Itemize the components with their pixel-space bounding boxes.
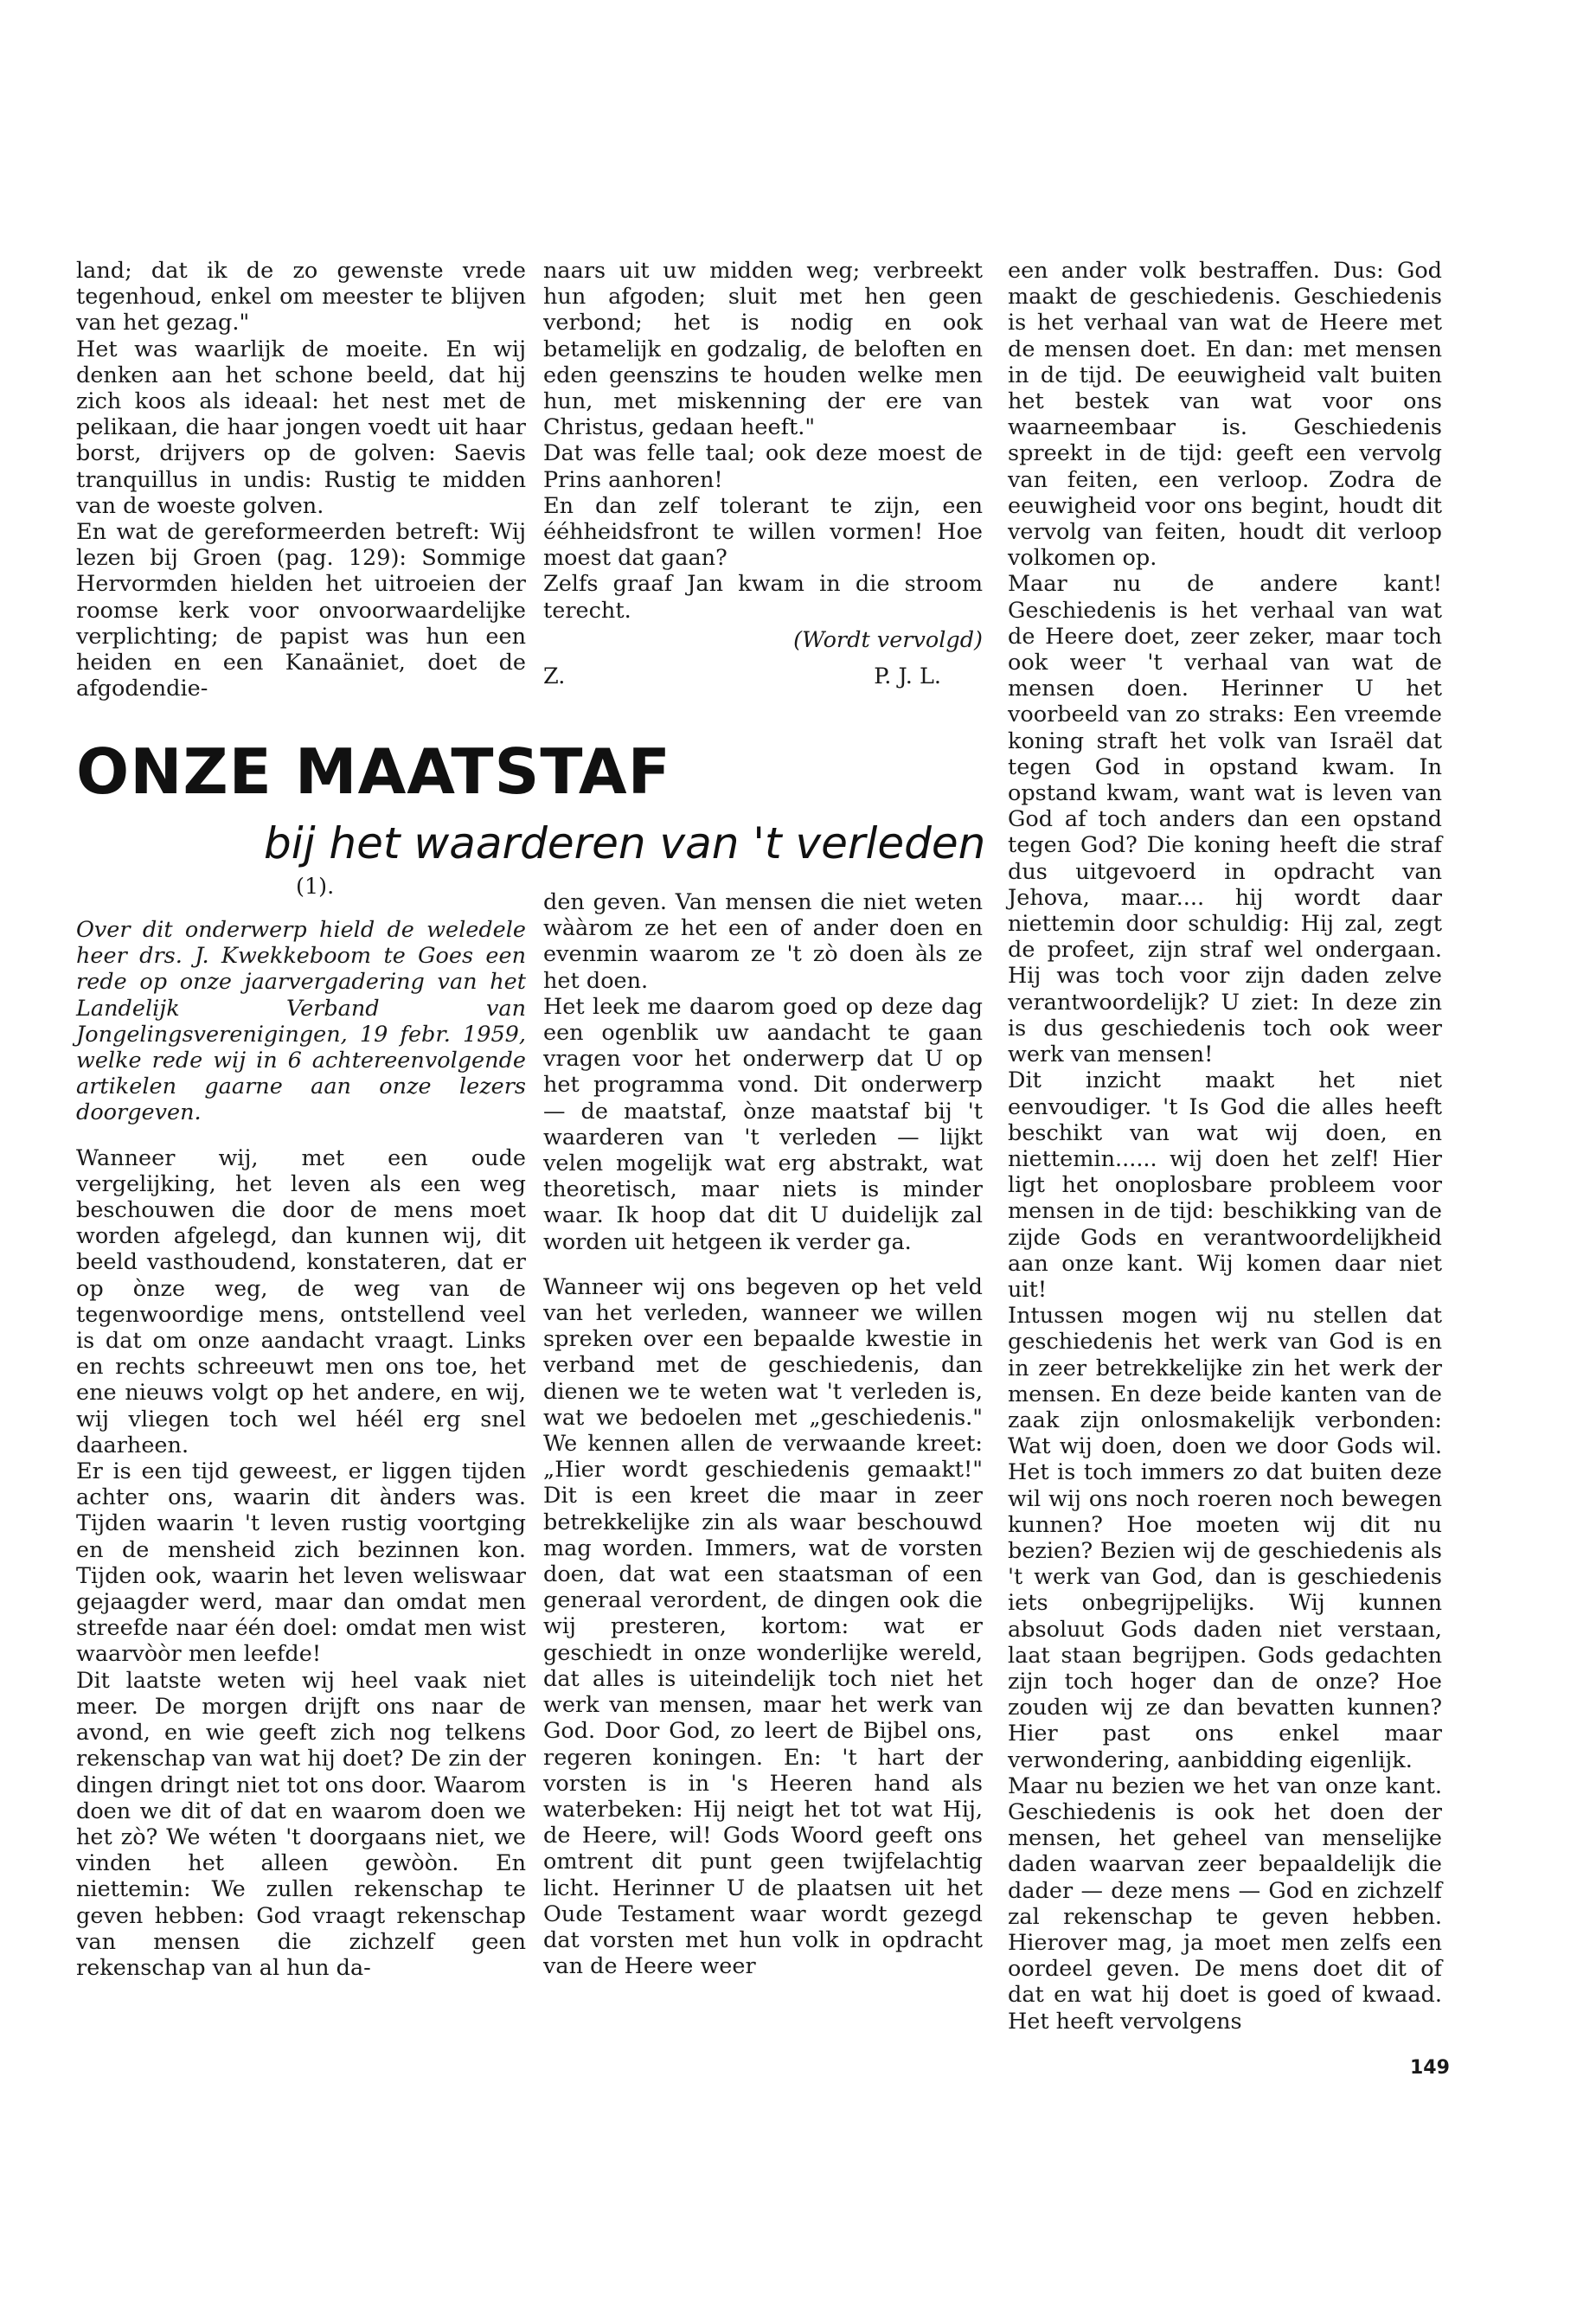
paragraph: Wanneer wij ons begeven op het veld van het verleden, wanneer we willen spreken over een bepaalde kwestie in verband met de geschiedenis, dan dienen we te weten wat 't verleden is, wat we bedoelen met „geschiedenis." We kennen allen de verwaande kreet: „Hier wordt geschiedenis gemaakt!" Dit is een kreet die maar in zeer betrekkelijke zin als waar beschouwd mag worden. Immers, wat de vorsten doen, dat wat een staatsman of een generaal verordent, de dingen ook die wij presteren, kortom: wat er geschiedt in onze wonderlijke wereld, dat alles is uiteindelijk toch niet het werk van mensen, maar het werk van God. Door God, zo leert de Bijbel ons, regeren koningen. En: 't hart der vorsten is in 's Heeren hand als waterbeken: Hij neigt het tot wat Hij, de Heere, wil! Gods Woord geeft ons omtrent dit punt geen twijfelachtig licht. Herinner U de plaatsen uit het Oude Testament waar wordt gezegd dat vorsten met hun volk in opdracht van de Heere weer [543,1273,983,1980]
article-subtitle: bij het waarderen van 't verleden [264,818,986,868]
paragraph: Wanneer wij, met een oude vergelijking, het leven als een weg beschouwen die door de mens moet worden afgelegd, dan kunnen wij, dit beeld vasthoudend, konstateren, dat er op ònze weg, de weg van de tegenwoordige mens, ontstellend veel is dat om onze aandacht vraagt. Links en rechts schreeuwt men ons toe, het ene nieuws volgt op het andere, en wij, wij vliegen toch wel héél erg snel daarheen. [76,1144,526,1458]
page-number: 149 [1410,2057,1450,2079]
paragraph: den geven. Van mensen die niet weten wààrom ze het een of ander doen en evenmin waarom ze 't zò doen àls ze het doen. [543,889,983,994]
column-1-top [76,258,526,702]
paragraph: En dan zelf tolerant te zijn, een ééhheidsfront te willen vormen! Hoe moest dat gaan? [543,492,983,572]
column-2-top [543,258,983,689]
paragraph: En wat de gereformeerden betreft: Wij lezen bij Groen (pag. 129): Sommige Hervormden hielden het uitroeien der roomse kerk voor onvoorwaardelijke verplichting; de papist was hun een heiden en een Kanaäniet, doet de afgodendie- [76,519,526,702]
paragraph: Zelfs graaf Jan kwam in die stroom terecht. [543,571,983,624]
paragraph: land; dat ik de zo gewenste vrede tegenhoud, enkel om meester te blijven van het gezag." [76,258,526,336]
column-2-body [543,889,983,1979]
paragraph: Het was waarlijk de moeite. En wij denken aan het schone beeld, dat hij zich koos als ideaal: het nest met de pelikaan, die haar jongen voedt uit haar borst, drijvers op de golven: Saevis tranquillus in undis: Rustig te midden van de woeste golven. [76,336,526,519]
paragraph: Maar nu de andere kant! Geschiedenis is het verhaal van wat de Heere doet, zeer zeker, maar toch ook weer 't verhaal van wat de mensen doen. Herinner U het voorbeeld van zo straks: Een vreemde koning straft het volk van Israël dat tegen God in opstand kwam. In opstand kwam, want wat is leven van God af toch anders dan een opstand tegen God? Die koning heeft die straf dus uitgevoerd in opdracht van Jehova, maar.... hij wordt daar niettemin door schuldig: Hij zal, zegt de profeet, zijn straf wel ondergaan. Hij was toch voor zijn daden zelve verantwoordelijk? U ziet: In deze zin is dus geschiedenis toch ook weer werk van mensen! [1008,571,1442,1068]
column-1-body [76,917,526,1981]
signature-left: Z. [543,663,566,690]
paragraph: Dit inzicht maakt het niet eenvoudiger. 't Is God die alles heeft beschikt van wat wij doen, en niettemin...... wij doen het zelf! Hier ligt het onoplosbare probleem voor mensen in de tijd: beschikking van de zijde Gods en verantwoordelijkheid aan onze kant. Wij komen daar niet uit! [1008,1067,1442,1303]
paragraph: Intussen mogen wij nu stellen dat geschiedenis het werk van God is en in zeer betrekkelijke zin het werk der mensen. En deze beide kanten van de zaak zijn onlosmakelijk verbonden: Wat wij doen, doen we door Gods wil. Het is toch immers zo dat buiten deze wil wij ons noch roeren noch bewegen kunnen? Hoe moeten wij dit nu bezien? Bezien wij de geschiedenis als 't werk van God, dan is geschiedenis iets onbegrijpelijks. Wij kunnen absoluut Gods daden niet verstaan, laat staan begrijpen. Gods gedachten zijn toch hoger dan de onze? Hoe zouden wij ze dan bevatten kunnen? Hier past ons enkel maar verwondering, aanbidding eigenlijk. [1008,1303,1442,1773]
intro-paragraph: Over dit onderwerp hield de weledele heer drs. J. Kwekkeboom te Goes een rede op onze jaarvergadering van het Landelijk Verband van Jongelingsverenigingen, 19 febr. 1959, welke rede wij in 6 achtereenvolgende artikelen gaarne aan onze lezers doorgeven. [76,917,526,1126]
paragraph: Er is een tijd geweest, er liggen tijden achter ons, waarin dit ànders was. Tijden waarin 't leven rustig voortging en de mensheid zich bezinnen kon. Tijden ook, waarin het leven weliswaar gejaagder werd, maar dan omdat men streefde naar één doel: omdat men wist waarvòòr men leefde! [76,1458,526,1668]
paragraph: naars uit uw midden weg; verbreekt hun afgoden; sluit met hen geen verbond; het is nodig en ook betamelijk en godzalig, de beloften en eden geenszins te houden welke men hun, met miskenning der ere van Christus, gedaan heeft." [543,258,983,441]
article-part-number: (1). [296,874,335,900]
column-3 [1008,258,1442,2035]
paragraph: Dat was felle taal; ook deze moest de Prins aanhoren! [543,440,983,493]
article-title: ONZE MAATSTAF [76,735,671,808]
paragraph: Het leek me daarom goed op deze dag een ogenblik uw aandacht te gaan vragen voor het onderwerp dat U op het programma vond. Dit onderwerp — de maatstaf, ònze maatstaf bij 't waarderen van 't verleden — lijkt velen mogelijk wat erg abstrakt, wat theoretisch, maar niets is minder waar. Ik hoop dat dit U duidelijk zal worden uit hetgeen ik verder ga. [543,993,983,1255]
signature-right: P. J. L. [874,663,941,690]
signature-line [543,663,983,689]
continued-note: (Wordt vervolgd) [793,626,983,653]
paragraph: Dit laatste weten wij heel vaak niet meer. De morgen drijft ons naar de avond, en wie geeft zich nog telkens rekenschap van wat hij doet? De zin der dingen dringt niet tot ons door. Waarom doen we dit of dat en waarom doen we het zò? We wéten 't doorgaans niet, we vinden het alleen gewòòn. En niettemin: We zullen rekenschap te geven hebben: God vraagt rekenschap van mensen die zichzelf geen rekenschap van al hun da- [76,1667,526,1981]
paragraph: Maar nu bezien we het van onze kant. Geschiedenis is ook het doen der mensen, het geheel van menselijke daden waarvan zeer bepaaldelijk die dader — deze mens — God en zichzelf zal rekenschap te geven hebben. Hierover mag, ja moet men zelfs een oordeel geven. De mens doet dit of dat en wat hij doet is goed of kwaad. Het heeft vervolgens [1008,1772,1442,2035]
paragraph: een ander volk bestraffen. Dus: God maakt de geschiedenis. Geschiedenis is het verhaal van wat de Heere met de mensen doet. En dan: met mensen in de tijd. De eeuwigheid valt buiten het bestek van wat voor ons waarneembaar is. Geschiedenis spreekt in de tijd: geeft een vervolg van feiten, een verloop. Zodra de eeuwigheid voor ons begint, houdt dit vervolg van feiten, houdt dit verloop volkomen op. [1008,258,1442,572]
